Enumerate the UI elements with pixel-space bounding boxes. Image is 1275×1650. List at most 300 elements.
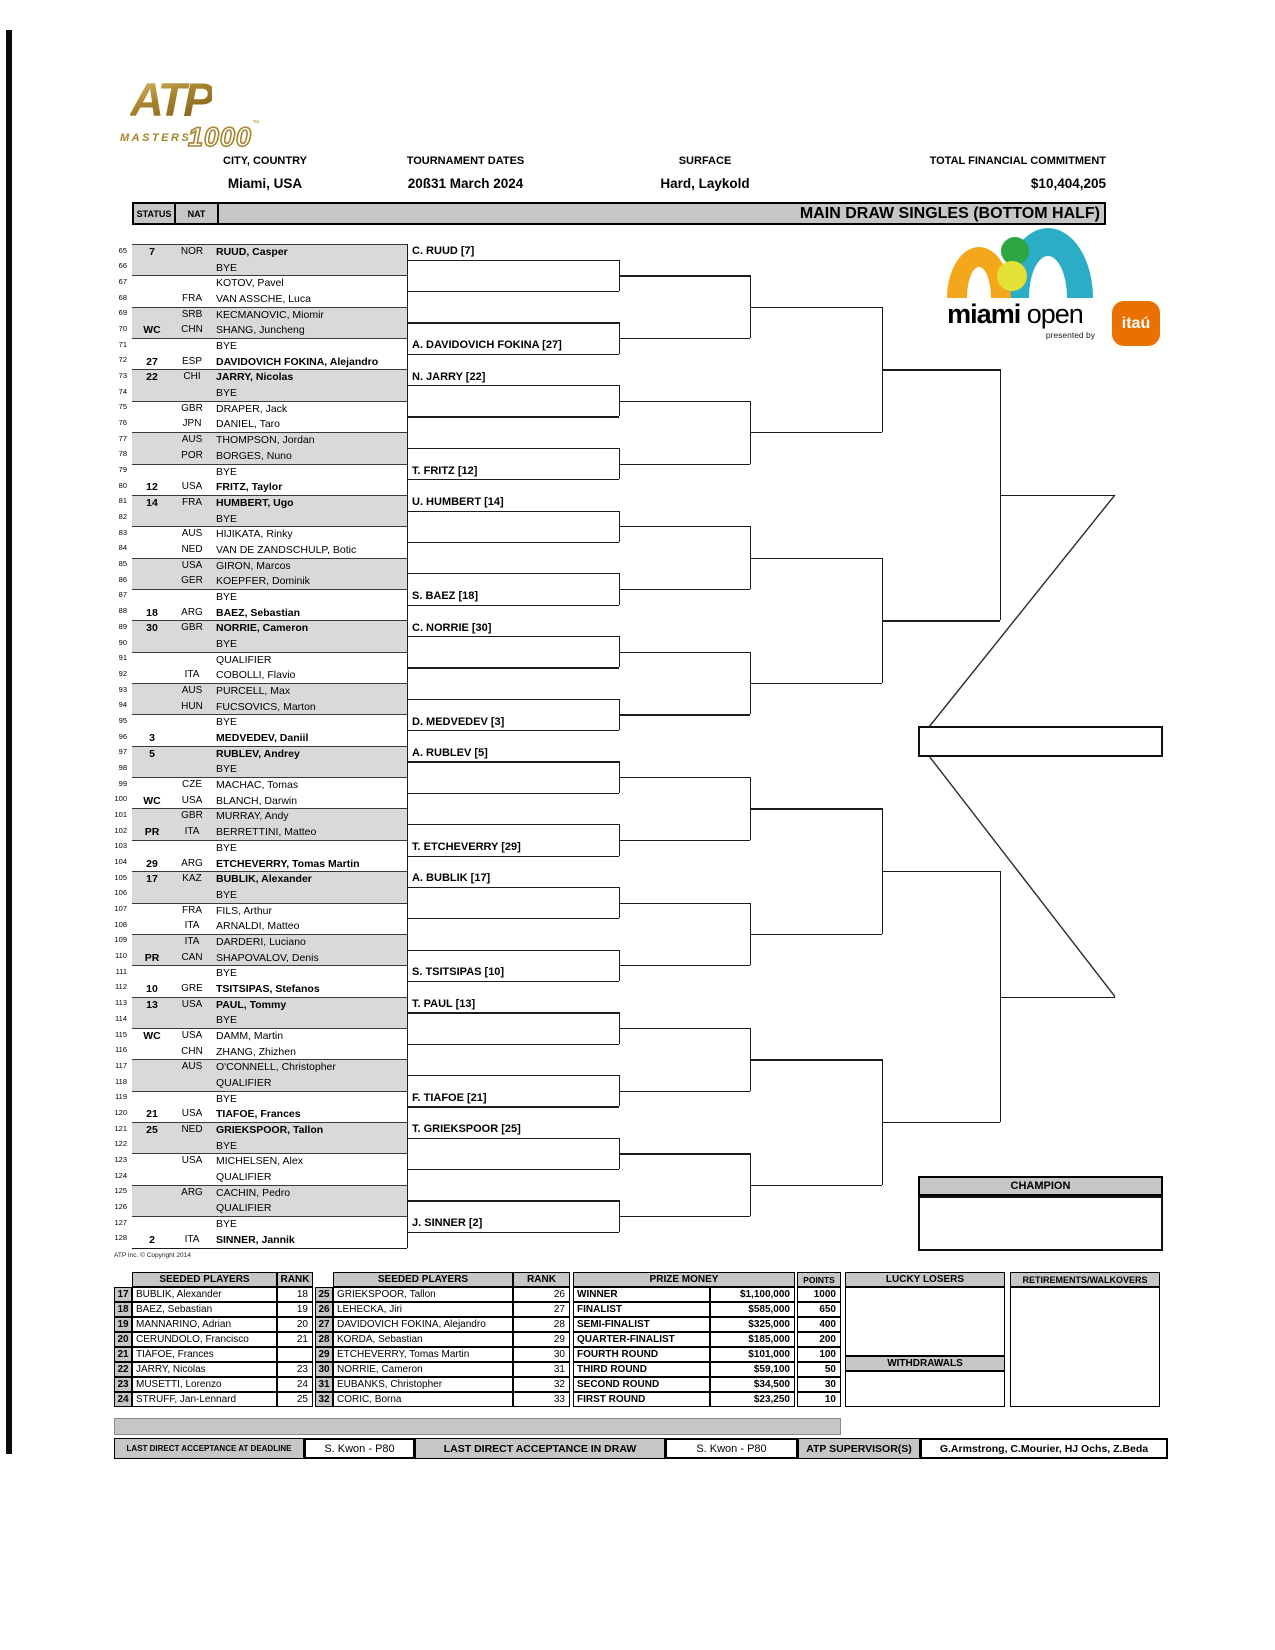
draw-row-nat: SRB (181, 308, 203, 320)
draw-row-nat: ITA (184, 935, 200, 947)
draw-row-nat: ESP (181, 355, 202, 367)
draw-row-number: 98 (118, 762, 127, 772)
seeded-player-name: EUBANKS, Christopher (333, 1377, 513, 1392)
round2-winner-label: T. FRITZ [12] (412, 464, 478, 477)
draw-row-nat: GBR (181, 810, 203, 822)
draw-row-number: 82 (118, 512, 127, 522)
draw-row-nat: USA (181, 481, 203, 493)
draw-row-player: KECMANOVIC, Miomir (216, 308, 324, 321)
draw-row-number: 97 (118, 747, 127, 757)
round2-winner-label: F. TIAFOE [21] (412, 1091, 487, 1104)
draw-row-number: 70 (118, 323, 127, 333)
draw-row-player: ZHANG, Zhizhen (216, 1045, 296, 1058)
draw-row-number: 105 (114, 872, 127, 882)
draw-row-nat: ARG (181, 857, 203, 869)
prize-amount: $101,000 (710, 1347, 795, 1362)
draw-row-number: 74 (118, 386, 127, 396)
seeded-player-name: NORRIE, Cameron (333, 1362, 513, 1377)
seed-rank: 32 (513, 1377, 570, 1392)
draw-row-player: BORGES, Nuno (216, 449, 292, 462)
seed-number: 28 (315, 1332, 333, 1347)
round2-winner-label: S. BAEZ [18] (412, 590, 479, 603)
draw-row-number: 83 (118, 527, 127, 537)
draw-row-number: 115 (115, 1029, 127, 1039)
seed-rank: 21 (277, 1332, 313, 1347)
draw-row-status: 7 (149, 246, 155, 258)
round2-winner-label: T. PAUL [13] (412, 997, 476, 1010)
seed-rank: 24 (277, 1377, 313, 1392)
retirements-walkovers-header: RETIREMENTS/WALKOVERS (1010, 1272, 1160, 1287)
surface-value: Hard, Laykold (660, 176, 750, 191)
draw-row-number: 121 (114, 1123, 127, 1133)
withdrawals-box (845, 1371, 1005, 1407)
seed-rank: 31 (513, 1362, 570, 1377)
draw-row-player: BUBLIK, Alexander (216, 873, 312, 886)
draw-row-number: 87 (118, 590, 127, 600)
seeded-player-name: STRUFF, Jan-Lennard (132, 1392, 277, 1407)
draw-row-nat: USA (181, 794, 203, 806)
draw-row-nat: GRE (181, 982, 203, 994)
prize-round-label: FINALIST (573, 1302, 710, 1317)
draw-row-player: BYE (216, 638, 238, 650)
round2-winner-label: T. ETCHEVERRY [29] (412, 841, 521, 854)
draw-row-player: GIRON, Marcos (216, 559, 291, 572)
round2-winner-label: C. RUUD [7] (412, 245, 475, 258)
draw-row-player: BYE (216, 1014, 238, 1027)
draw-row-player: RUBLEV, Andrey (216, 747, 300, 760)
draw-row-player: ARNALDI, Matteo (216, 920, 300, 933)
seeded-player-name: GRIEKSPOOR, Tallon (333, 1287, 513, 1302)
draw-row-player: KOTOV, Pavel (216, 277, 284, 290)
withdrawals-header: WITHDRAWALS (845, 1356, 1005, 1371)
draw-row-status: 29 (146, 857, 158, 870)
draw-row-nat: CHI (183, 371, 201, 383)
draw-row-player: BYE (216, 387, 238, 400)
draw-row-player: TIAFOE, Frances (216, 1108, 301, 1121)
prize-round-label: FOURTH ROUND (573, 1347, 710, 1362)
draw-row-number: 127 (114, 1217, 127, 1227)
prize-points: 1000 (797, 1287, 841, 1302)
seeded-player-name: ETCHEVERRY, Tomas Martin (333, 1347, 513, 1362)
prize-round-label: SEMI-FINALIST (573, 1317, 710, 1332)
champion-header: CHAMPION (918, 1176, 1163, 1196)
draw-row-player: GRIEKSPOOR, Tallon (216, 1124, 324, 1137)
supervisor-label: ATP SUPERVISOR(S) (798, 1438, 920, 1459)
draw-row-nat: FRA (182, 496, 202, 508)
draw-row-player: DARDERI, Luciano (216, 935, 306, 948)
prize-round-label: WINNER (573, 1287, 710, 1302)
draw-row-player: DAMM, Martin (216, 1030, 284, 1042)
atp-logo-1000: 1000 (188, 122, 253, 152)
draw-row-player: QUALIFIER (216, 1202, 272, 1215)
draw-row-nat: USA (181, 1030, 203, 1041)
seeded-player-name: DAVIDOVICH FOKINA, Alejandro (333, 1317, 513, 1332)
draw-row-player: MEDVEDEV, Daniil (216, 732, 309, 745)
draw-row-player: BYE (216, 590, 238, 603)
round2-winner-label: A. BUBLIK [17] (412, 872, 491, 885)
seeded-players-header: SEEDED PLAYERS (132, 1272, 277, 1287)
round2-winner-label: A. RUBLEV [5] (412, 746, 488, 759)
seed-number: 19 (114, 1317, 132, 1332)
draw-row-number: 68 (118, 292, 127, 302)
city-country-label: CITY, COUNTRY (223, 155, 307, 167)
seed-number: 24 (114, 1392, 132, 1407)
seeded-player-name: JARRY, Nicolas (132, 1362, 277, 1377)
seeded-player-name: LEHECKA, Jiri (333, 1302, 513, 1317)
draw-row-player: SHANG, Juncheng (216, 324, 305, 337)
draw-row-player: PURCELL, Max (216, 685, 291, 698)
seeded-player-name: CORIC, Borna (333, 1392, 513, 1407)
draw-row-player: BYE (216, 261, 238, 274)
financial-commitment-value: $10,404,205 (1030, 176, 1106, 191)
draw-row-nat: AUS (181, 434, 203, 446)
seed-number: 18 (114, 1302, 132, 1317)
seed-number: 26 (315, 1302, 333, 1317)
draw-row-player: RUUD, Casper (216, 246, 288, 258)
draw-row-number: 80 (118, 480, 127, 490)
draw-row-player: BYE (216, 512, 238, 525)
supervisor-value: G.Armstrong, C.Mourier, HJ Ochs, Z.Beda (920, 1438, 1168, 1459)
draw-row-nat: NED (181, 1124, 203, 1136)
surface-label: SURFACE (678, 155, 732, 167)
draw-row-status: 5 (149, 747, 155, 760)
draw-row-number: 66 (118, 261, 127, 271)
draw-row-player: VAN ASSCHE, Luca (216, 293, 311, 306)
seed-number: 20 (114, 1332, 132, 1347)
draw-row-player: DAVIDOVICH FOKINA, Alejandro (216, 355, 379, 368)
draw-row-number: 106 (114, 888, 127, 898)
seeded-player-name: KORDA, Sebastian (333, 1332, 513, 1347)
prize-money-header: PRIZE MONEY (573, 1272, 795, 1287)
draw-row-status: 17 (146, 873, 158, 886)
draw-row-nat: USA (181, 998, 203, 1010)
draw-row-nat: ITA (184, 669, 200, 681)
round2-winner-label: J. SINNER [2] (412, 1217, 483, 1230)
draw-row-nat: GER (181, 575, 203, 587)
draw-row-number: 112 (115, 982, 127, 992)
draw-row-status: 13 (146, 998, 158, 1011)
seed-rank: 29 (513, 1332, 570, 1347)
draw-row-number: 101 (114, 809, 127, 819)
round2-winner-label: T. GRIEKSPOOR [25] (412, 1123, 521, 1136)
atp-logo-masters: MASTERS (120, 132, 192, 144)
draw-row-number: 110 (115, 951, 127, 961)
retirements-walkovers-box (1010, 1287, 1160, 1407)
lda-deadline-value: S. Kwon - P80 (304, 1438, 415, 1459)
draw-row-number: 104 (114, 857, 127, 867)
seed-rank: 20 (277, 1317, 313, 1332)
draw-row-number: 67 (118, 276, 127, 286)
seed-number: 23 (114, 1377, 132, 1392)
seed-number: 22 (114, 1362, 132, 1377)
draw-row-status: PR (144, 826, 160, 839)
draw-row-status: 21 (146, 1108, 158, 1121)
seeded-players-header: SEEDED PLAYERS (333, 1272, 513, 1287)
draw-row-nat: ARG (181, 1186, 203, 1198)
prize-amount: $185,000 (710, 1332, 795, 1347)
draw-row-number: 72 (118, 355, 127, 365)
seed-rank: 26 (513, 1287, 570, 1302)
tournament-dates-value: 20ß31 March 2024 (407, 176, 524, 191)
draw-row-nat: CHN (181, 1045, 203, 1057)
lucky-losers-header: LUCKY LOSERS (845, 1272, 1005, 1287)
draw-row-nat: CHN (181, 324, 203, 336)
draw-row-status: 25 (146, 1124, 158, 1137)
draw-row-status: 10 (146, 982, 158, 995)
seeded-player-name: CERUNDOLO, Francisco (132, 1332, 277, 1347)
draw-row-number: 92 (118, 668, 127, 678)
draw-row-nat: ITA (184, 1233, 200, 1245)
draw-row-player: BYE (216, 1218, 238, 1231)
round2-winner-label: C. NORRIE [30] (412, 621, 492, 634)
draw-row-player: DANIEL, Taro (216, 418, 280, 431)
seed-rank: 23 (277, 1362, 313, 1377)
draw-row-number: 93 (118, 684, 127, 694)
lucky-losers-box (845, 1287, 1005, 1356)
draw-row-number: 103 (114, 841, 127, 851)
draw-row-status: PR (144, 951, 160, 964)
city-country-value: Miami, USA (227, 176, 303, 191)
draw-row-nat: NED (181, 543, 203, 555)
draw-row-status: WC (143, 1030, 161, 1042)
draw-row-nat: POR (181, 449, 203, 461)
prize-points: 400 (797, 1317, 841, 1332)
seed-number: 30 (315, 1362, 333, 1377)
draw-row-number: 119 (115, 1092, 127, 1102)
draw-row-number: 124 (114, 1170, 127, 1180)
draw-row-status: 27 (146, 355, 158, 368)
draw-row-nat: USA (181, 1108, 203, 1120)
draw-row-number: 86 (118, 574, 127, 584)
seed-number: 31 (315, 1377, 333, 1392)
points-header: POINTS (797, 1272, 841, 1287)
draw-row-player: BYE (216, 465, 238, 478)
draw-row-number: 81 (118, 496, 127, 506)
draw-row-status: 12 (146, 481, 158, 494)
seed-number: 32 (315, 1392, 333, 1407)
draw-row-number: 109 (114, 935, 127, 945)
draw-row-player: FILS, Arthur (216, 904, 273, 917)
draw-row-number: 65 (118, 245, 127, 255)
draw-row-number: 91 (118, 653, 127, 663)
lda-draw-value: S. Kwon - P80 (665, 1438, 798, 1459)
draw-row-nat: JPN (182, 418, 202, 430)
draw-row-number: 75 (118, 402, 127, 412)
draw-row-player: FUCSOVICS, Marton (216, 700, 316, 713)
prize-amount: $23,250 (710, 1392, 795, 1407)
seed-rank: 28 (513, 1317, 570, 1332)
open-word: open (1026, 299, 1083, 329)
round2-winner-label: N. JARRY [22] (412, 370, 486, 383)
draw-row-status: WC (143, 324, 161, 337)
draw-row-number: 123 (114, 1154, 127, 1164)
draw-row-player: BYE (216, 1092, 238, 1105)
atp-logo-text: ATP (130, 73, 212, 126)
draw-row-status: 18 (146, 606, 158, 619)
seed-number: 17 (114, 1287, 132, 1302)
draw-row-player: ETCHEVERRY, Tomas Martin (216, 857, 360, 870)
draw-row-status: 22 (146, 371, 158, 384)
nat-column-header: NAT (174, 202, 219, 225)
draw-row-number: 96 (118, 731, 127, 741)
draw-row-number: 114 (115, 1013, 127, 1023)
page-title: MAIN DRAW SINGLES (BOTTOM HALF) (799, 204, 1100, 222)
draw-row-status: 3 (149, 732, 155, 745)
draw-row-number: 113 (115, 998, 127, 1008)
prize-amount: $325,000 (710, 1317, 795, 1332)
draw-row-status: 2 (149, 1233, 155, 1246)
draw-row-player: BYE (216, 841, 238, 854)
draw-row-player: KOEPFER, Dominik (216, 575, 310, 588)
seed-number: 25 (315, 1287, 333, 1302)
draw-row-number: 88 (118, 606, 127, 616)
status-column-header: STATUS (132, 202, 176, 225)
draw-row-number: 118 (115, 1076, 127, 1086)
draw-row-status: 14 (146, 496, 158, 509)
prize-amount: $1,100,000 (710, 1287, 795, 1302)
draw-row-player: O'CONNELL, Christopher (216, 1061, 336, 1074)
tournament-dates-label: TOURNAMENT DATES (406, 155, 525, 167)
itau-logo: itaú (1112, 301, 1160, 346)
draw-row-player: BLANCH, Darwin (216, 794, 298, 807)
draw-row-status: 30 (146, 622, 158, 635)
seeded-player-name: BAEZ, Sebastian (132, 1302, 277, 1317)
draw-row-nat: CZE (182, 779, 202, 791)
round2-winner-label: A. DAVIDOVICH FOKINA [27] (412, 339, 562, 352)
draw-row-nat: KAZ (182, 873, 202, 885)
seeded-player-name: MUSETTI, Lorenzo (132, 1377, 277, 1392)
draw-row-player: BERRETTINI, Matteo (216, 826, 317, 839)
prize-points: 200 (797, 1332, 841, 1347)
prize-round-label: FIRST ROUND (573, 1392, 710, 1407)
draw-row-player: FRITZ, Taylor (216, 481, 283, 494)
draw-row-number: 73 (118, 370, 127, 380)
seed-rank: 25 (277, 1392, 313, 1407)
draw-row-nat: FRA (182, 904, 202, 916)
financial-commitment-label: TOTAL FINANCIAL COMMITMENT (929, 155, 1106, 167)
draw-row-nat: AUS (181, 528, 203, 540)
draw-row-player: BYE (216, 888, 238, 901)
prize-amount: $585,000 (710, 1302, 795, 1317)
draw-row-nat: GBR (181, 402, 203, 414)
draw-row-player: CACHIN, Pedro (216, 1186, 291, 1199)
draw-row-number: 116 (115, 1045, 127, 1055)
round2-winner-label: D. MEDVEDEV [3] (412, 715, 505, 728)
prize-round-label: THIRD ROUND (573, 1362, 710, 1377)
draw-row-number: 90 (118, 637, 127, 647)
separator-band (114, 1418, 841, 1435)
draw-row-number: 89 (118, 621, 127, 631)
seed-rank (277, 1347, 313, 1362)
draw-row-number: 117 (115, 1060, 127, 1070)
draw-row-player: BYE (216, 1139, 238, 1152)
seeded-player-name: BUBLIK, Alexander (132, 1287, 277, 1302)
prize-amount: $59,100 (710, 1362, 795, 1377)
draw-row-nat: GBR (181, 622, 203, 634)
draw-row-number: 95 (118, 715, 127, 725)
seed-rank: 30 (513, 1347, 570, 1362)
draw-row-player: COBOLLI, Flavio (216, 669, 296, 682)
draw-row-nat: FRA (182, 293, 202, 305)
draw-row-nat: ITA (184, 826, 200, 838)
draw-row-nat: ARG (181, 606, 203, 618)
seed-number: 21 (114, 1347, 132, 1362)
draw-row-status: WC (143, 794, 161, 807)
draw-row-nat: CAN (181, 951, 203, 963)
rank-header: RANK (513, 1272, 570, 1287)
lda-draw-label: LAST DIRECT ACCEPTANCE IN DRAW (415, 1438, 665, 1459)
draw-row-number: 100 (114, 794, 127, 804)
copyright-note: ATP Inc. © Copyright 2014 (114, 1252, 191, 1259)
presented-by-text: presented by (1045, 330, 1095, 340)
draw-row-player: BYE (216, 967, 238, 980)
draw-row-number: 84 (118, 543, 127, 553)
prize-points: 100 (797, 1347, 841, 1362)
draw-row-nat: USA (181, 559, 203, 571)
draw-row-player: SHAPOVALOV, Denis (216, 951, 319, 964)
prize-points: 10 (797, 1392, 841, 1407)
draw-row-player: SINNER, Jannik (216, 1233, 295, 1246)
round2-winner-label: U. HUMBERT [14] (412, 496, 504, 509)
draw-row-number: 111 (115, 966, 127, 976)
draw-row-player: JARRY, Nicolas (216, 371, 294, 384)
draw-row-nat: AUS (181, 685, 203, 697)
prize-amount: $34,500 (710, 1377, 795, 1392)
draw-row-number: 85 (118, 559, 127, 569)
draw-row-number: 128 (114, 1233, 127, 1243)
seed-number: 29 (315, 1347, 333, 1362)
draw-row-player: QUALIFIER (216, 1171, 272, 1184)
draw-row-player: TSITSIPAS, Stefanos (216, 982, 320, 995)
draw-row-number: 94 (118, 700, 127, 710)
lda-deadline-label: LAST DIRECT ACCEPTANCE AT DEADLINE (114, 1438, 304, 1459)
draw-row-player: BYE (216, 763, 238, 776)
draw-row-nat: HUN (181, 700, 203, 712)
draw-row-nat: USA (181, 1155, 203, 1167)
seed-rank: 18 (277, 1287, 313, 1302)
round2-winner-label: S. TSITSIPAS [10] (412, 966, 505, 979)
draw-row-player: BAEZ, Sebastian (216, 606, 301, 619)
prize-points: 650 (797, 1302, 841, 1317)
seed-number: 27 (315, 1317, 333, 1332)
draw-row-nat: NOR (180, 246, 204, 257)
draw-row-nat: ITA (184, 920, 200, 932)
draw-row-player: NORRIE, Cameron (216, 622, 309, 635)
rank-header: RANK (277, 1272, 313, 1287)
draw-row-number: 125 (114, 1186, 127, 1196)
miami-word: miami (947, 299, 1021, 329)
seed-rank: 19 (277, 1302, 313, 1317)
seed-rank: 27 (513, 1302, 570, 1317)
draw-row-player: HUMBERT, Ugo (216, 496, 294, 509)
draw-row-number: 76 (118, 417, 127, 427)
draw-row-player: THOMPSON, Jordan (216, 434, 315, 447)
draw-row-player: QUALIFIER (216, 653, 272, 666)
draw-row-number: 71 (118, 339, 127, 349)
seeded-player-name: MANNARINO, Adrian (132, 1317, 277, 1332)
draw-row-player: PAUL, Tommy (216, 998, 287, 1011)
draw-row-number: 120 (114, 1107, 127, 1117)
draw-row-number: 102 (114, 825, 127, 835)
draw-row-player: MURRAY, Andy (216, 810, 289, 823)
draw-row-player: HIJIKATA, Rinky (216, 528, 293, 541)
draw-row-number: 107 (114, 904, 127, 914)
draw-row-number: 78 (118, 449, 127, 459)
draw-row-player: DRAPER, Jack (216, 402, 288, 415)
draw-row-number: 79 (118, 465, 127, 475)
draw-row-number: 108 (114, 919, 127, 929)
draw-row-player: BYE (216, 716, 238, 729)
